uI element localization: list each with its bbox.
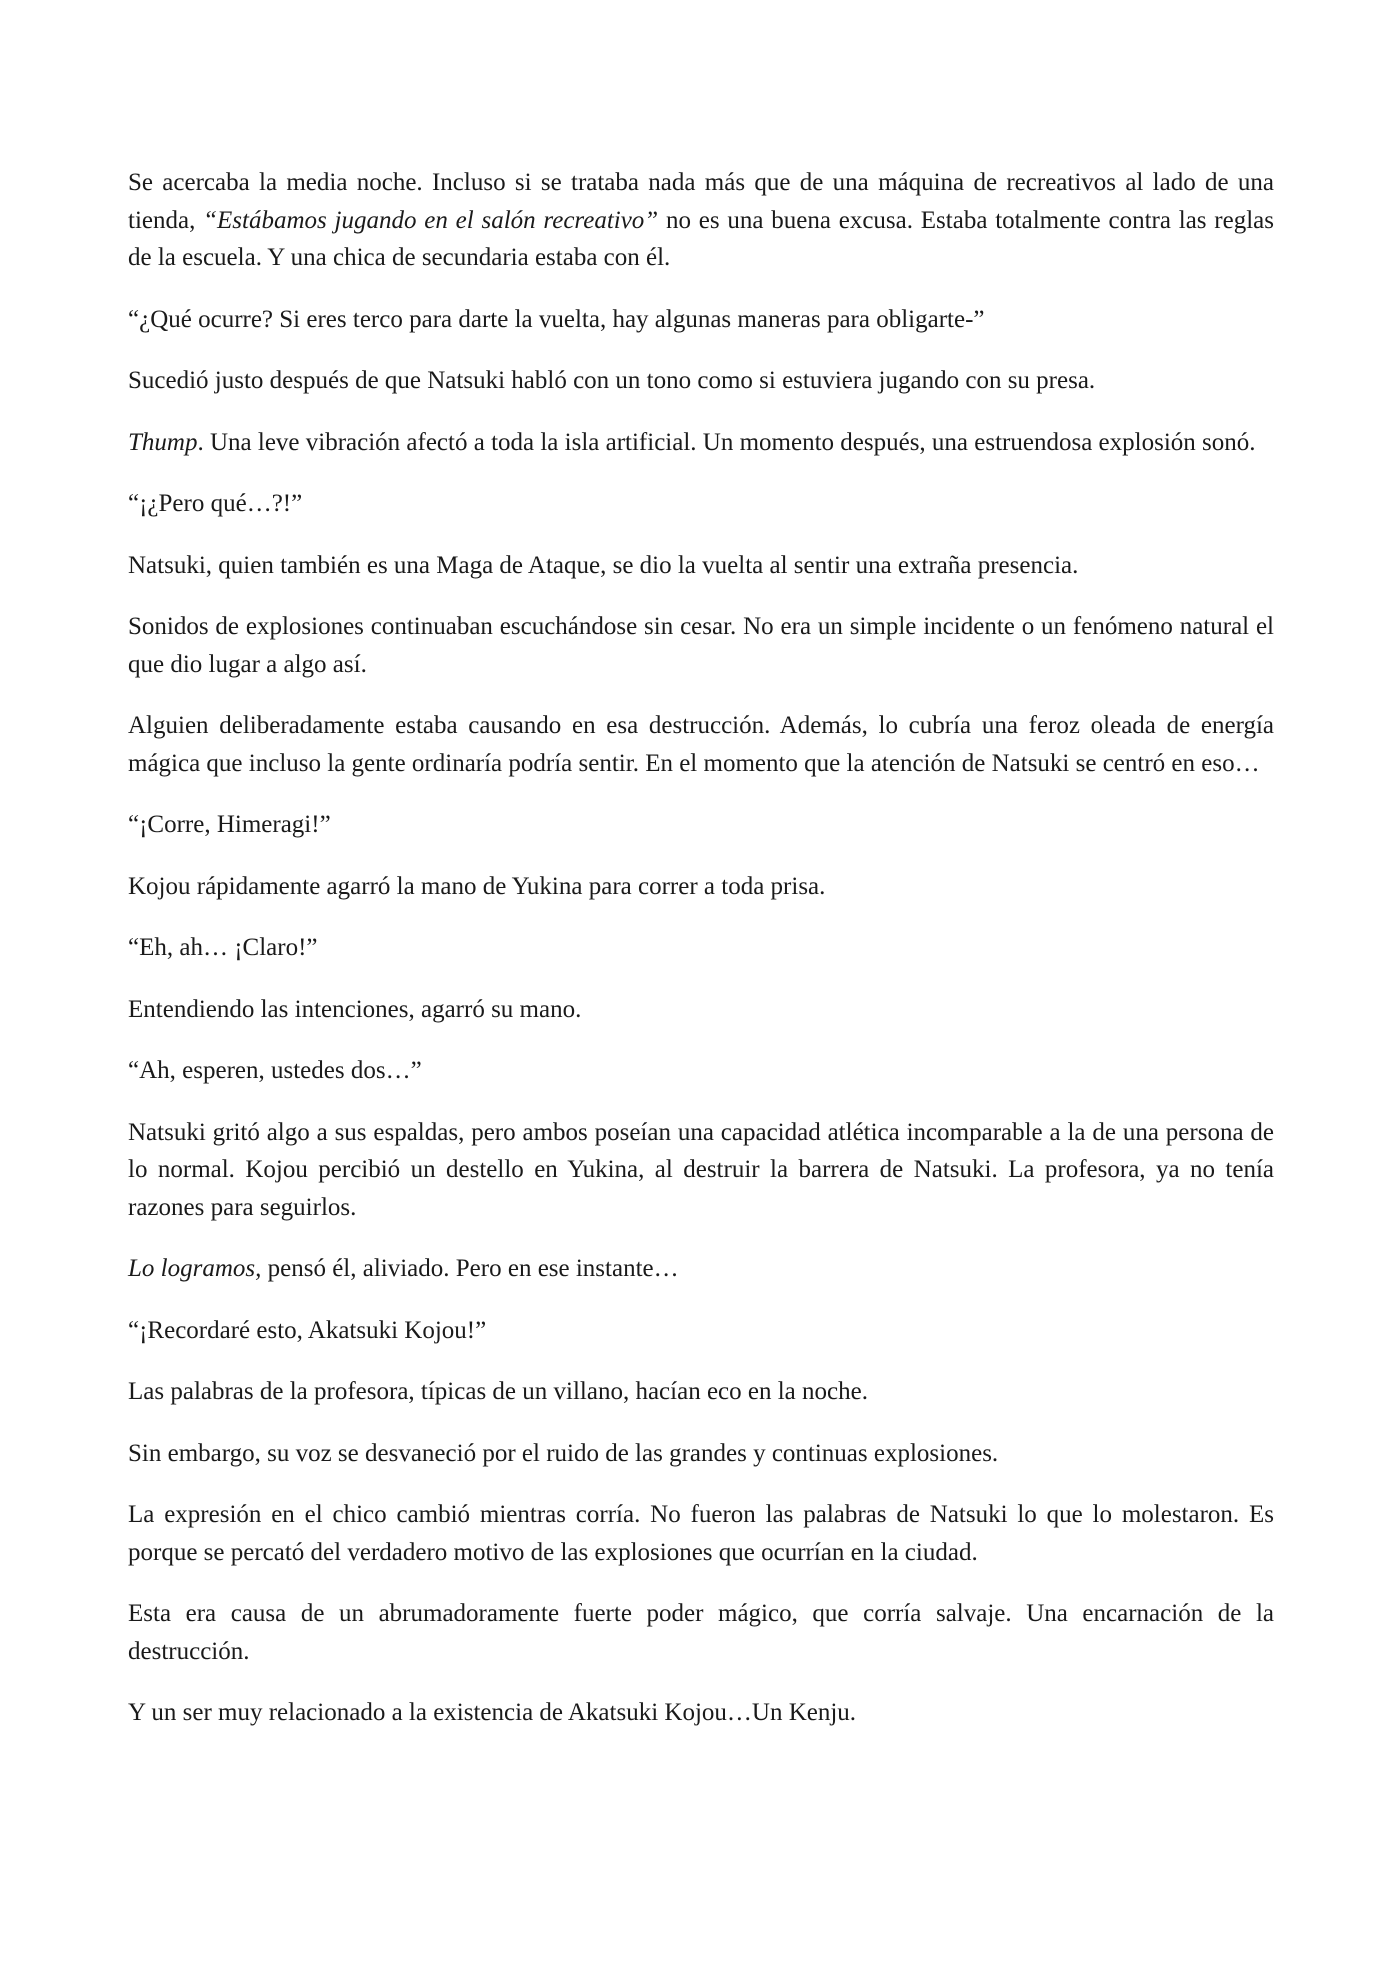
narration-paragraph (128, 1373, 1274, 1411)
narration-paragraph (128, 424, 1274, 462)
text-segment: “¡¿Pero qué…?!” (128, 490, 303, 517)
narration-paragraph (128, 362, 1274, 400)
text-segment: Natsuki, quien también es una Maga de Ataque, se dio la vuelta al sentir una extraña presencia. (128, 551, 1079, 579)
narration-paragraph (128, 547, 1274, 585)
narration-paragraph (128, 1595, 1274, 1670)
text-segment: “¡Corre, Himeragi!” (128, 811, 331, 838)
dialogue-paragraph (128, 929, 1274, 967)
text-segment: Esta era causa de un abrumadoramente fuerte poder mágico, que corría salvaje. Una encarnación de la destrucción. (128, 1600, 1274, 1665)
text-segment: Sonidos de explosiones continuaban escuchándose sin cesar. No era un simple incidente o un fenómeno natural el que dio lugar a algo así. (128, 613, 1274, 678)
italic-text: Lo logramos, (128, 1255, 262, 1282)
narration-paragraph (128, 991, 1274, 1029)
text-segment: . Una leve vibración afectó a toda la isla artificial. Un momento después, una estruendosa explosión sonó. (197, 428, 1256, 456)
narration-paragraph (128, 1694, 1274, 1732)
narration-paragraph (128, 707, 1274, 782)
narration-paragraph (128, 608, 1274, 683)
dialogue-paragraph (128, 301, 1274, 339)
dialogue-paragraph (128, 1052, 1274, 1090)
narration-paragraph (128, 1250, 1274, 1288)
italic-text: Thump (128, 428, 198, 456)
narration-paragraph (128, 1435, 1274, 1473)
text-segment: Se acercaba la media noche. Incluso si se trataba nada más que de una máquina de recreativos al lado de una tienda, (128, 169, 1274, 234)
text-segment: no es una buena excusa. Estaba totalmente contra las reglas de la escuela. Y una chica de secundaria estaba con él. (128, 206, 1274, 271)
dialogue-paragraph (128, 806, 1274, 844)
text-segment: Kojou rápidamente agarró la mano de Yukina para correr a toda prisa. (128, 872, 826, 900)
text-segment: Entendiendo las intenciones, agarró su mano. (128, 995, 582, 1023)
document-page (128, 164, 1274, 1756)
text-segment: Sucedió justo después de que Natsuki habló con un tono como si estuviera jugando con su presa. (128, 367, 1096, 394)
dialogue-paragraph (128, 485, 1274, 523)
text-segment: “Ah, esperen, ustedes dos…” (128, 1057, 422, 1084)
narration-paragraph (128, 1496, 1274, 1571)
narration-paragraph (128, 164, 1274, 277)
text-segment: Sin embargo, su voz se desvaneció por el ruido de las grandes y continuas explosiones. (128, 1439, 999, 1467)
narration-paragraph (128, 1114, 1274, 1227)
text-segment: “Eh, ah… ¡Claro!” (128, 934, 318, 961)
text-segment: pensó él, aliviado. Pero en ese instante… (261, 1255, 679, 1282)
text-segment: La expresión en el chico cambió mientras corría. No fueron las palabras de Natsuki lo que lo molestaron. Es porque se percató del verdadero motivo de las explosiones que ocurrían en la ciudad. (128, 1501, 1274, 1566)
dialogue-paragraph (128, 1312, 1274, 1350)
narration-paragraph (128, 868, 1274, 906)
italic-text: “Estábamos jugando en el salón recreativo” (203, 206, 659, 234)
text-segment: “¡Recordaré esto, Akatsuki Kojou!” (128, 1316, 487, 1344)
text-segment: Natsuki gritó algo a sus espaldas, pero ambos poseían una capacidad atlética incomparable a la de una persona de lo normal. Kojou percibió un destello en Yukina, al destruir la barrera de Natsuki. La profesora, ya no tenía razones para seguirlos. (128, 1118, 1274, 1221)
text-segment: Las palabras de la profesora, típicas de un villano, hacían eco en la noche. (128, 1378, 868, 1405)
text-segment: Alguien deliberadamente estaba causando en esa destrucción. Además, lo cubría una feroz oleada de energía mágica que incluso la gente ordinaría podría sentir. En el momento que la atención de Natsuki se centró en eso… (128, 712, 1274, 777)
text-segment: Y un ser muy relacionado a la existencia de Akatsuki Kojou…Un Kenju. (128, 1699, 857, 1726)
text-segment: “¿Qué ocurre? Si eres terco para darte la vuelta, hay algunas maneras para obligarte-” (128, 305, 985, 333)
